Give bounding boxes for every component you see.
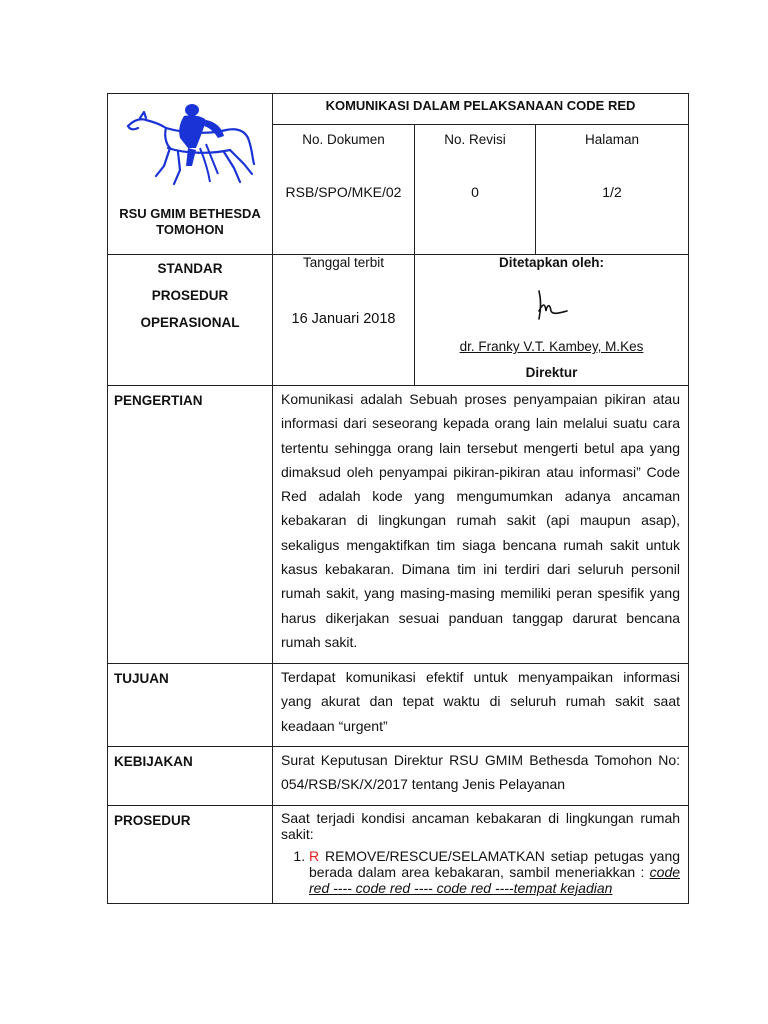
prosedur-label: PROSEDUR bbox=[108, 805, 273, 903]
prosedur-item-text: REMOVE/RESCUE/SELAMATKAN setiap petugas yang berada dalam area kebakaran, sambil meneriakkan : bbox=[309, 847, 681, 880]
horse-rider-logo-icon bbox=[126, 104, 256, 196]
no-revisi-cell bbox=[415, 125, 536, 255]
prosedur-cell bbox=[273, 805, 689, 903]
no-dokumen-cell bbox=[273, 125, 415, 255]
kebijakan-label: KEBIJAKAN bbox=[108, 747, 273, 806]
halaman-cell bbox=[536, 125, 689, 255]
prosedur-item-letter: R bbox=[309, 847, 320, 864]
prosedur-list bbox=[281, 848, 680, 896]
no-revisi-value: 0 bbox=[471, 184, 479, 200]
signer-name: dr. Franky V.T. Kambey, M.Kes bbox=[459, 339, 644, 354]
tanggal-cell bbox=[273, 255, 415, 386]
signer-role: Direktur bbox=[525, 365, 578, 380]
document-title: KOMUNIKASI DALAM PELAKSANAAN CODE RED bbox=[273, 94, 689, 125]
hospital-logo-cell bbox=[108, 94, 273, 255]
spo-table bbox=[107, 93, 689, 904]
prosedur-item-emphasis: code red ---- code red ---- code red ----tempat kejadian bbox=[309, 863, 681, 896]
ditetapkan-cell bbox=[415, 255, 689, 386]
spo-line-1: STANDAR bbox=[157, 261, 223, 276]
prosedur-item bbox=[309, 848, 680, 896]
halaman-value: 1/2 bbox=[602, 184, 622, 200]
tujuan-label: TUJUAN bbox=[108, 664, 273, 747]
tanggal-label: Tanggal terbit bbox=[302, 255, 385, 270]
spo-line-3: OPERASIONAL bbox=[140, 315, 240, 330]
halaman-label: Halaman bbox=[584, 132, 640, 147]
hospital-name: RSU GMIM BETHESDA TOMOHON bbox=[119, 206, 261, 237]
prosedur-intro: Saat terjadi kondisi ancaman kebakaran di lingkungan rumah sakit: bbox=[281, 809, 681, 842]
spo-line-2: PROSEDUR bbox=[151, 288, 229, 303]
signature-icon bbox=[533, 289, 573, 323]
no-dokumen-value: RSB/SPO/MKE/02 bbox=[285, 184, 402, 200]
no-dokumen-label: No. Dokumen bbox=[302, 132, 385, 147]
pengertian-label: PENGERTIAN bbox=[108, 386, 273, 664]
pengertian-text: Komunikasi adalah Sebuah proses penyampaian pikiran atau informasi dari seseorang kepada orang lain melalui suatu cara tertentu sehingga orang lain tersebut mengerti betul apa yang dimaksud oleh penyampai pikiran-pikiran atau informasi” Code Red adalah kode yang mengumumkan adanya ancaman kebakaran di lingkungan rumah sakit (api maupun asap), sekaligus mengaktifkan tim siaga bencana rumah sakit untuk kasus kebakaran. Dimana tim ini terdiri dari seluruh personil rumah sakit, yang masing-masing memiliki peran spesifik yang harus dikerjakan sesuai panduan tanggap darurat bencana rumah sakit. bbox=[273, 386, 689, 664]
tanggal-value: 16 Januari 2018 bbox=[291, 311, 396, 327]
kebijakan-text: Surat Keputusan Direktur RSU GMIM Bethesda Tomohon No: 054/RSB/SK/X/2017 tentang Jenis Pelayanan bbox=[273, 747, 689, 806]
no-revisi-label: No. Revisi bbox=[444, 132, 506, 147]
spo-title-cell bbox=[108, 255, 273, 386]
ditetapkan-label: Ditetapkan oleh: bbox=[499, 255, 605, 270]
tujuan-text: Terdapat komunikasi efektif untuk menyampaikan informasi yang akurat dan tepat waktu di seluruh rumah sakit saat keadaan “urgent” bbox=[273, 664, 689, 747]
